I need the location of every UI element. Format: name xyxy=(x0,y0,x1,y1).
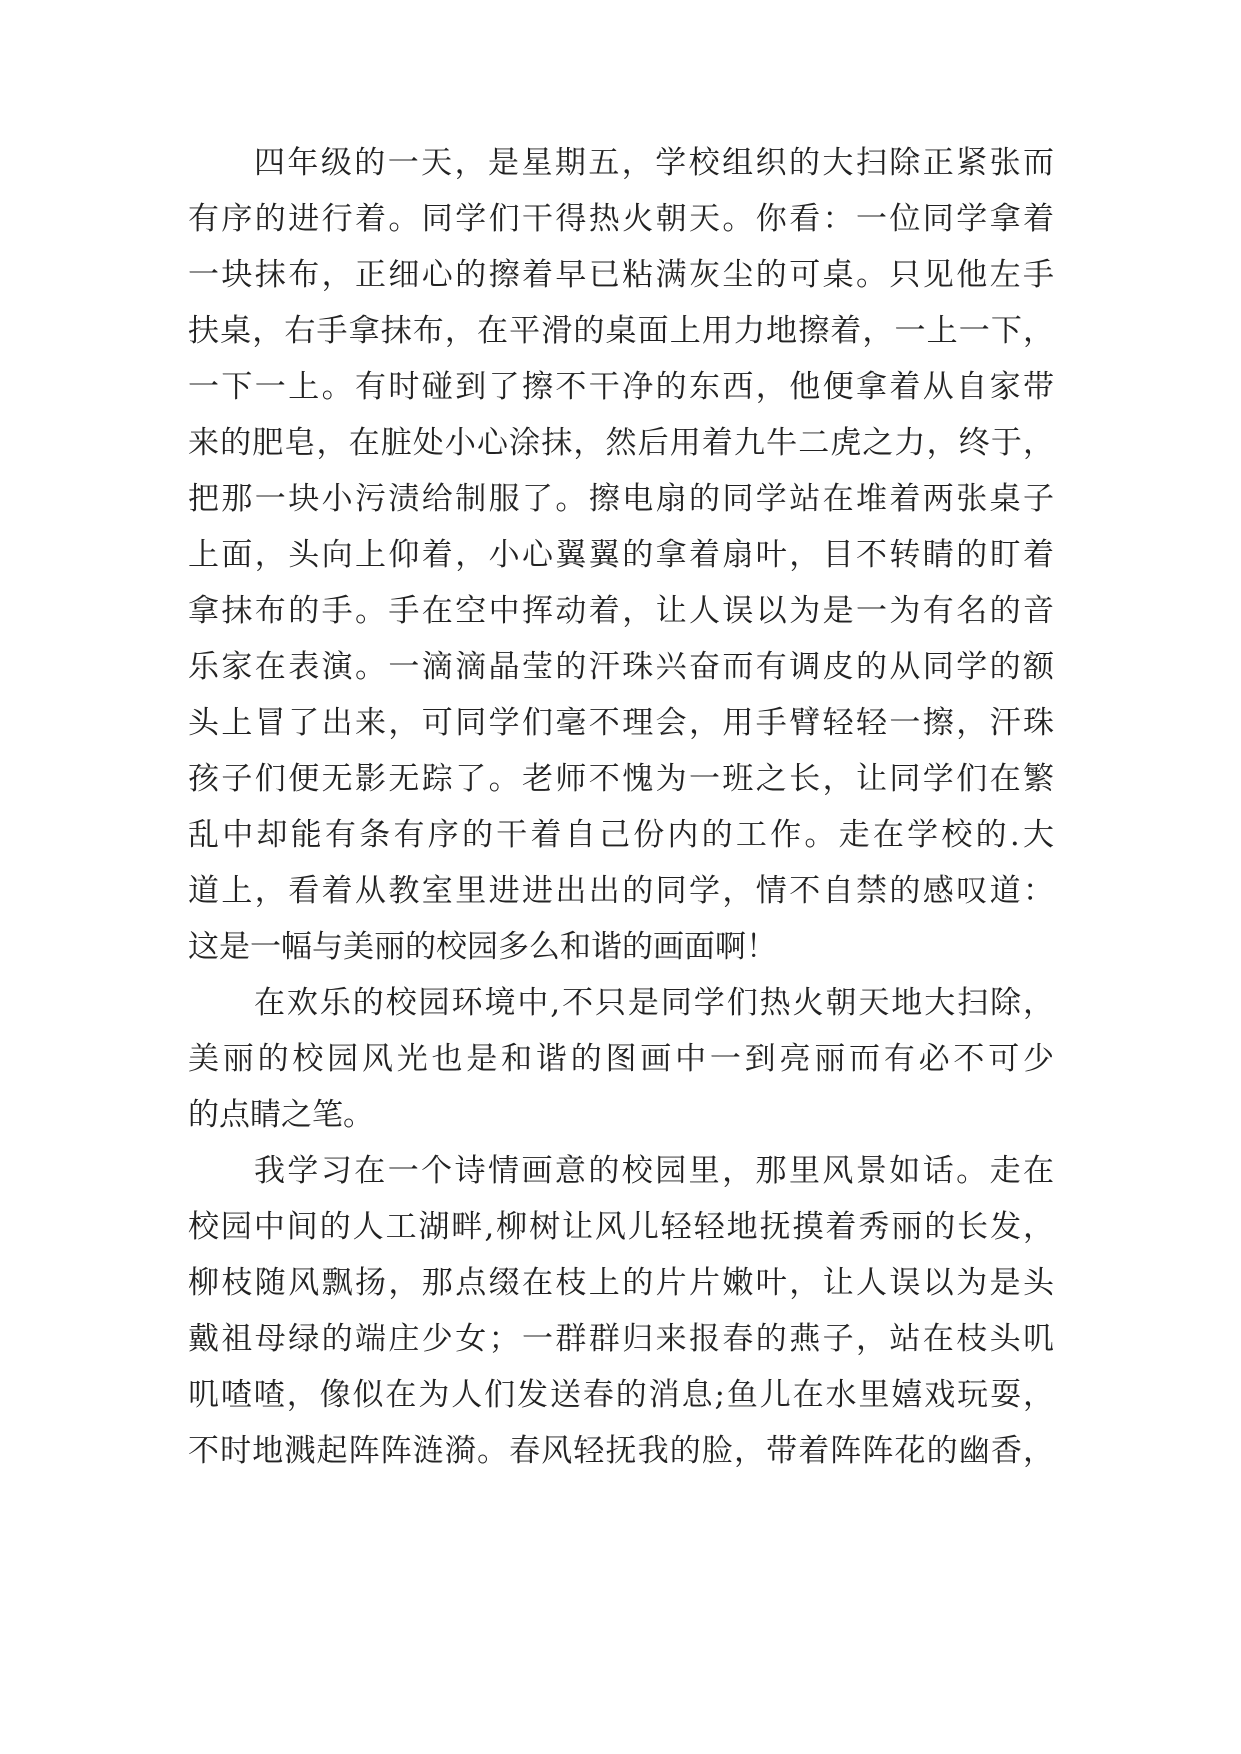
paragraph-2-line-3: 的点睛之笔。 xyxy=(188,1097,374,1133)
paragraph-1-line-14: 道上，看着从教室里进进出出的同学，情不自禁的感叹道： xyxy=(188,873,1054,909)
paragraph-1-line-15: 这是一幅与美丽的校园多么和谐的画面啊！ xyxy=(188,929,777,965)
paragraph-1-line-4: 扶桌，右手拿抹布，在平滑的桌面上用力地擦着，一上一下， xyxy=(188,313,1054,349)
paragraph-1-line-5: 一下一上。有时碰到了擦不干净的东西，他便拿着从自家带 xyxy=(188,369,1054,405)
paragraph-1-line-7: 把那一块小污渍给制服了。擦电扇的同学站在堆着两张桌子 xyxy=(188,481,1054,517)
paragraph-1-line-6: 来的肥皂，在脏处小心涂抹，然后用着九牛二虎之力，终于， xyxy=(188,425,1054,461)
paragraph-3-line-4: 戴祖母绿的端庄少女；一群群归来报春的燕子，站在枝头叽 xyxy=(188,1321,1054,1357)
paragraph-1-line-8: 上面，头向上仰着，小心翼翼的拿着扇叶，目不转睛的盯着 xyxy=(188,537,1054,573)
paragraph-1-line-11: 头上冒了出来，可同学们毫不理会，用手臂轻轻一擦，汗珠 xyxy=(188,705,1054,741)
paragraph-1-line-2: 有序的进行着。同学们干得热火朝天。你看：一位同学拿着 xyxy=(188,201,1054,237)
paragraph-3-line-1: 我学习在一个诗情画意的校园里，那里风景如话。走在 xyxy=(254,1153,1054,1189)
paragraph-2-line-2: 美丽的校园风光也是和谐的图画中一到亮丽而有必不可少 xyxy=(188,1041,1054,1077)
paragraph-1-line-3: 一块抹布，正细心的擦着早已粘满灰尘的可桌。只见他左手 xyxy=(188,257,1054,293)
paragraph-3-line-6: 不时地溅起阵阵涟漪。春风轻抚我的脸，带着阵阵花的幽香， xyxy=(188,1433,1054,1469)
paragraph-3-line-3: 柳枝随风飘扬，那点缀在枝上的片片嫩叶，让人误以为是头 xyxy=(188,1265,1054,1301)
paragraph-1-line-10: 乐家在表演。一滴滴晶莹的汗珠兴奋而有调皮的从同学的额 xyxy=(188,649,1054,685)
paragraph-2-line-1: 在欢乐的校园环境中,不只是同学们热火朝天地大扫除， xyxy=(254,985,1054,1021)
paragraph-1-line-1: 四年级的一天，是星期五，学校组织的大扫除正紧张而 xyxy=(254,145,1054,181)
paragraph-1-line-9: 拿抹布的手。手在空中挥动着，让人误以为是一为有名的音 xyxy=(188,593,1054,629)
paragraph-3-line-2: 校园中间的人工湖畔,柳树让风儿轻轻地抚摸着秀丽的长发， xyxy=(188,1209,1054,1245)
paragraph-1-line-13: 乱中却能有条有序的干着自己份内的工作。走在学校的.大 xyxy=(188,817,1054,853)
paragraph-3-line-5: 叽喳喳，像似在为人们发送春的消息;鱼儿在水里嬉戏玩耍， xyxy=(188,1377,1054,1413)
paragraph-1-line-12: 孩子们便无影无踪了。老师不愧为一班之长，让同学们在繁 xyxy=(188,761,1054,797)
